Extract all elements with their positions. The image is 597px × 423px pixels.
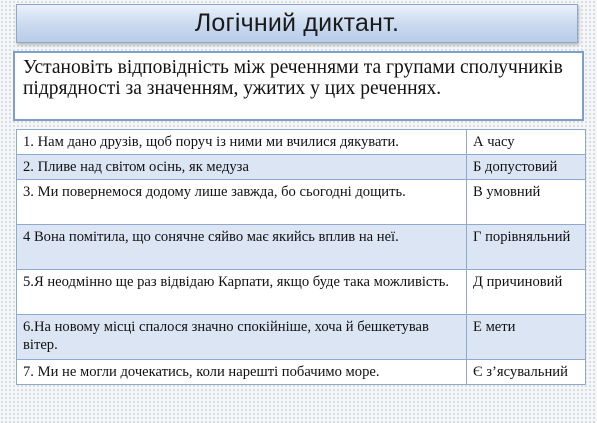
dictation-table bbox=[16, 129, 586, 385]
table-row bbox=[17, 155, 586, 180]
option-cell: Г порівняльний bbox=[467, 225, 586, 270]
option-cell: Е мети bbox=[467, 315, 586, 360]
task-box bbox=[13, 51, 584, 121]
option-cell: Д причиновий bbox=[467, 270, 586, 315]
table-row bbox=[17, 180, 586, 225]
table-row bbox=[17, 225, 586, 270]
sentence-cell: 1. Нам дано друзів, щоб поруч із ними ми вчилися дякувати. bbox=[17, 130, 467, 155]
title-banner bbox=[16, 4, 578, 43]
sentence-cell: 3. Ми повернемося додому лише завжда, бо сьогодні дощить. bbox=[17, 180, 467, 225]
sentence-cell: 6.На новому місці спалося значно спокійніше, хоча й бешкетував вітер. bbox=[17, 315, 467, 360]
table-row bbox=[17, 360, 586, 385]
page-title: Логічний диктант. bbox=[194, 9, 400, 37]
sentence-cell: 2. Пливе над світом осінь, як медуза bbox=[17, 155, 467, 180]
task-line-1: Установіть відповідність між реченнями та групами сполучників bbox=[23, 57, 563, 78]
option-cell: Є з’ясувальний bbox=[467, 360, 586, 385]
option-cell: В умовний bbox=[467, 180, 586, 225]
sentence-cell: 4 Вона помітила, що сонячне сяйво має якийсь вплив на неї. bbox=[17, 225, 467, 270]
sentence-cell: 7. Ми не могли дочекатись, коли нарешті побачимо море. bbox=[17, 360, 467, 385]
option-cell: А часу bbox=[467, 130, 586, 155]
option-cell: Б допустовий bbox=[467, 155, 586, 180]
table-row bbox=[17, 270, 586, 315]
table-row bbox=[17, 130, 586, 155]
table-row bbox=[17, 315, 586, 360]
task-line-2: підрядності за значенням, ужитих у цих реченнях. bbox=[23, 78, 442, 99]
sentence-cell: 5.Я неодмінно ще раз відвідаю Карпати, якщо буде така можливість. bbox=[17, 270, 467, 315]
